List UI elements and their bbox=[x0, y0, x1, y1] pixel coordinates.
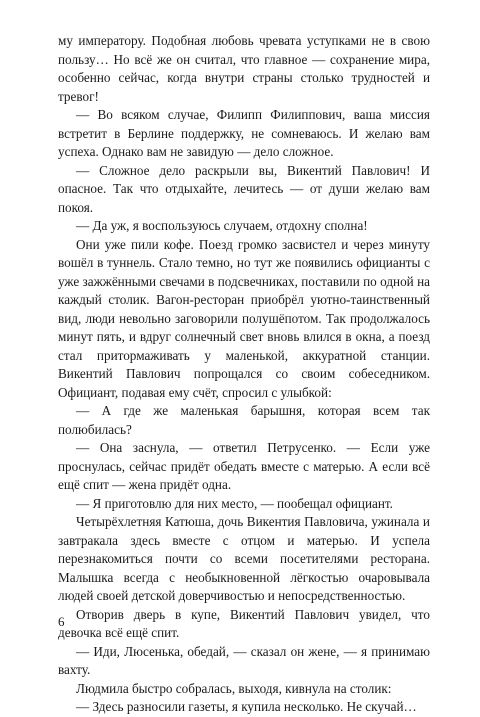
paragraph: Людмила быстро собралась, выходя, кивнула на столик: bbox=[76, 680, 392, 696]
paragraph: — Я приготовлю для них место, — пообещал официант. bbox=[76, 495, 393, 511]
paragraph: Четырёхлетняя Катюша, дочь Викентия Павловича, ужинала и завтракала здесь вместе с отцом и матерью. И успела перезнакомиться почти со всеми посетителями ресторана. Малышка всегда с необыкновенной лёгкостью очаровывала людей своей детской доверчивостью и непосредственностью. bbox=[58, 514, 430, 603]
paragraph-continued: му императору. Подобная любовь чревата уступками не в свою пользу… Но всё же он считал, что главное — сохранение мира, особенно сейчас, когда внутри страны столько трудностей и тревог! bbox=[58, 33, 430, 104]
paragraph: Отворив дверь в купе, Викентий Павлович увидел, что девочка всё ещё спит. bbox=[58, 606, 430, 640]
paragraph: Они уже пили кофе. Поезд громко засвистел и через минуту вошёл в туннель. Стало темно, но тут же появились официанты с уже зажжёнными свечами в подсвечниках, поставили по одной на каждый столик. Вагон-ресторан приобрёл уютно-таинственный вид, люди невольно заговорили полушёпотом. Так продолжалось минут пять, и вдруг солнечный свет вновь влился в окна, а поезд стал притормаживать у маленькой, аккуратной станции. Викентий Павлович попрощался со своим собеседником. Официант, подавая ему счёт, спросил с улыбкой: bbox=[58, 236, 430, 400]
page-number: 6 bbox=[58, 614, 65, 629]
paragraph: — Во всяком случае, Филипп Филиппович, ваша миссия встретит в Берлине поддержку, не сомневаюсь. И желаю вам успеха. Однако вам не завидую — дело сложное. bbox=[58, 107, 430, 159]
paragraph: — Здесь разносили газеты, я купила несколько. Не скучай… bbox=[76, 699, 417, 714]
paragraph: — Сложное дело раскрыли вы, Викентий Павлович! И опасное. Так что отдыхайте, лечитесь — от души желаю вам покоя. bbox=[58, 162, 430, 215]
body-text bbox=[58, 32, 430, 717]
paragraph: — Она заснула, — ответил Петрусенко. — Если уже проснулась, сейчас придёт обедать вместе с матерью. А если всё ещё спит — жена придёт одна. bbox=[58, 440, 430, 492]
paragraph: — А где же маленькая барышня, которая всем так полюбилась? bbox=[58, 403, 430, 437]
paragraph: — Иди, Люсенька, обедай, — сказал он жене, — я принимаю вахту. bbox=[58, 643, 430, 677]
paragraph: — Да уж, я воспользуюсь случаем, отдохну сполна! bbox=[76, 218, 368, 233]
